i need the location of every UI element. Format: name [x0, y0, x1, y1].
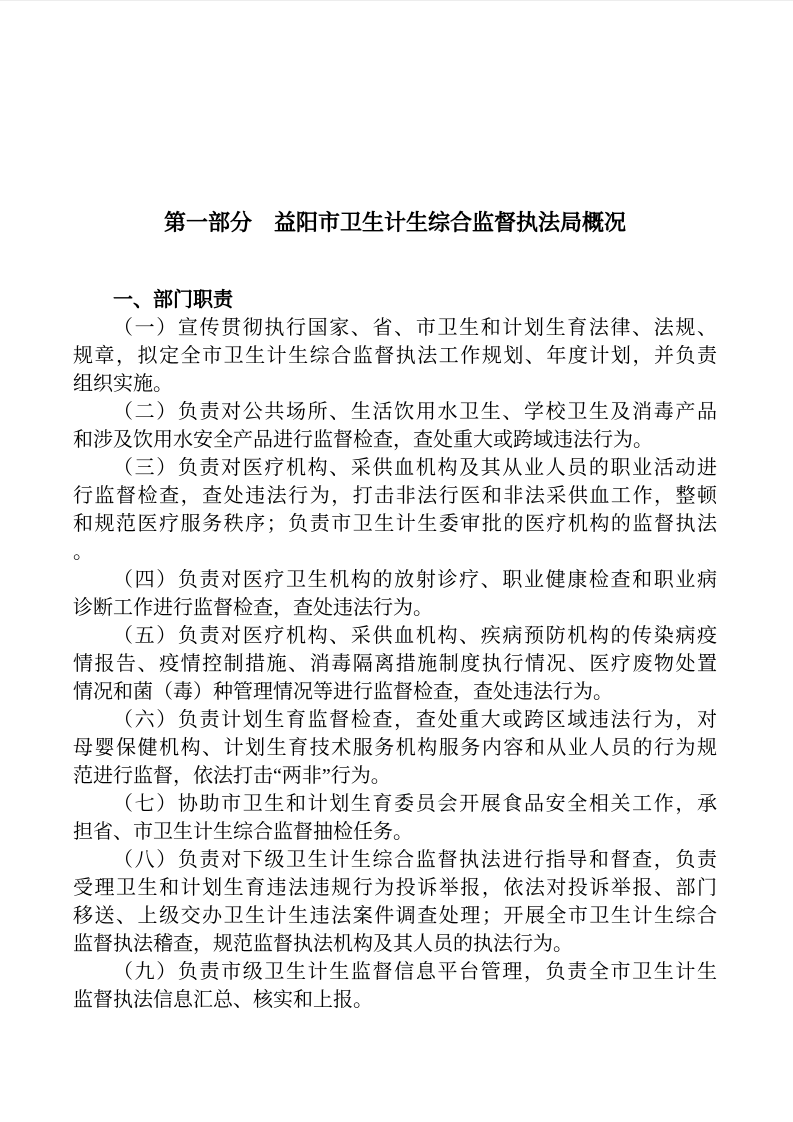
text-line: 规章，拟定全市卫生计生综合监督执法工作规划、年度计划，并负责 — [73, 345, 717, 367]
document-title: 第一部分 益阳市卫生计生综合监督执法局概况 — [163, 210, 626, 235]
text-line: 监督执法信息汇总、核实和上报。 — [73, 989, 373, 1011]
paragraph — [73, 790, 717, 846]
text-line: 移送、上级交办卫生计生违法案件调查处理；开展全市卫生计生综合 — [73, 905, 717, 927]
paragraph — [73, 314, 717, 398]
text-line: （四）负责对医疗卫生机构的放射诊疗、职业健康检查和职业病 — [113, 569, 717, 591]
text-line: （二）负责对公共场所、生活饮用水卫生、学校卫生及消毒产品 — [113, 401, 717, 423]
paragraphs — [73, 314, 717, 1014]
text-line: （三）负责对医疗机构、采供血机构及其从业人员的职业活动进 — [113, 457, 717, 479]
paragraph — [73, 566, 717, 622]
text-line: （一）宣传贯彻执行国家、省、市卫生和计划生育法律、法规、 — [113, 317, 717, 339]
document-content — [73, 1, 717, 1014]
text-line: 和规范医疗服务秩序；负责市卫生计生委审批的医疗机构的监督执法 — [73, 513, 717, 535]
text-line: 监督执法稽查，规范监督执法机构及其人员的执法行为。 — [73, 933, 573, 955]
paragraph — [73, 454, 717, 566]
paragraph — [73, 958, 717, 1014]
text-line: （六）负责计划生育监督检查，查处重大或跨区域违法行为，对 — [113, 709, 717, 731]
text-line: （七）协助市卫生和计划生育委员会开展食品安全相关工作，承 — [113, 793, 717, 815]
paragraph — [73, 622, 717, 706]
text-line: 担省、市卫生计生综合监督抽检任务。 — [73, 821, 413, 843]
text-line: 诊断工作进行监督检查，查处违法行为。 — [73, 597, 433, 619]
text-line: 情报告、疫情控制措施、消毒隔离措施制度执行情况、医疗废物处置 — [73, 653, 717, 675]
paragraph — [73, 846, 717, 958]
text-line: 行监督检查，查处违法行为，打击非法行医和非法采供血工作，整顿 — [73, 485, 717, 507]
text-line: （五）负责对医疗机构、采供血机构、疾病预防机构的传染病疫 — [113, 625, 717, 647]
paragraph — [73, 706, 717, 790]
text-line: 母婴保健机构、计划生育技术服务机构服务内容和从业人员的行为规 — [73, 737, 717, 759]
text-line: 组织实施。 — [73, 373, 173, 395]
text-line: （九）负责市级卫生计生监督信息平台管理，负责全市卫生计生 — [113, 961, 717, 983]
section-heading: 一、部门职责 — [113, 289, 233, 311]
text-line: 情况和菌（毒）种管理情况等进行监督检查，查处违法行为。 — [73, 681, 613, 703]
text-line: 范进行监督，依法打击“两非”行为。 — [73, 765, 391, 787]
text-line: （八）负责对下级卫生计生综合监督执法进行指导和督查，负责 — [113, 849, 717, 871]
text-line: 。 — [73, 541, 93, 563]
text-line: 和涉及饮用水安全产品进行监督检查，查处重大或跨域违法行为。 — [73, 429, 653, 451]
paragraph — [73, 398, 717, 454]
text-line: 受理卫生和计划生育违法违规行为投诉举报，依法对投诉举报、部门 — [73, 877, 717, 899]
